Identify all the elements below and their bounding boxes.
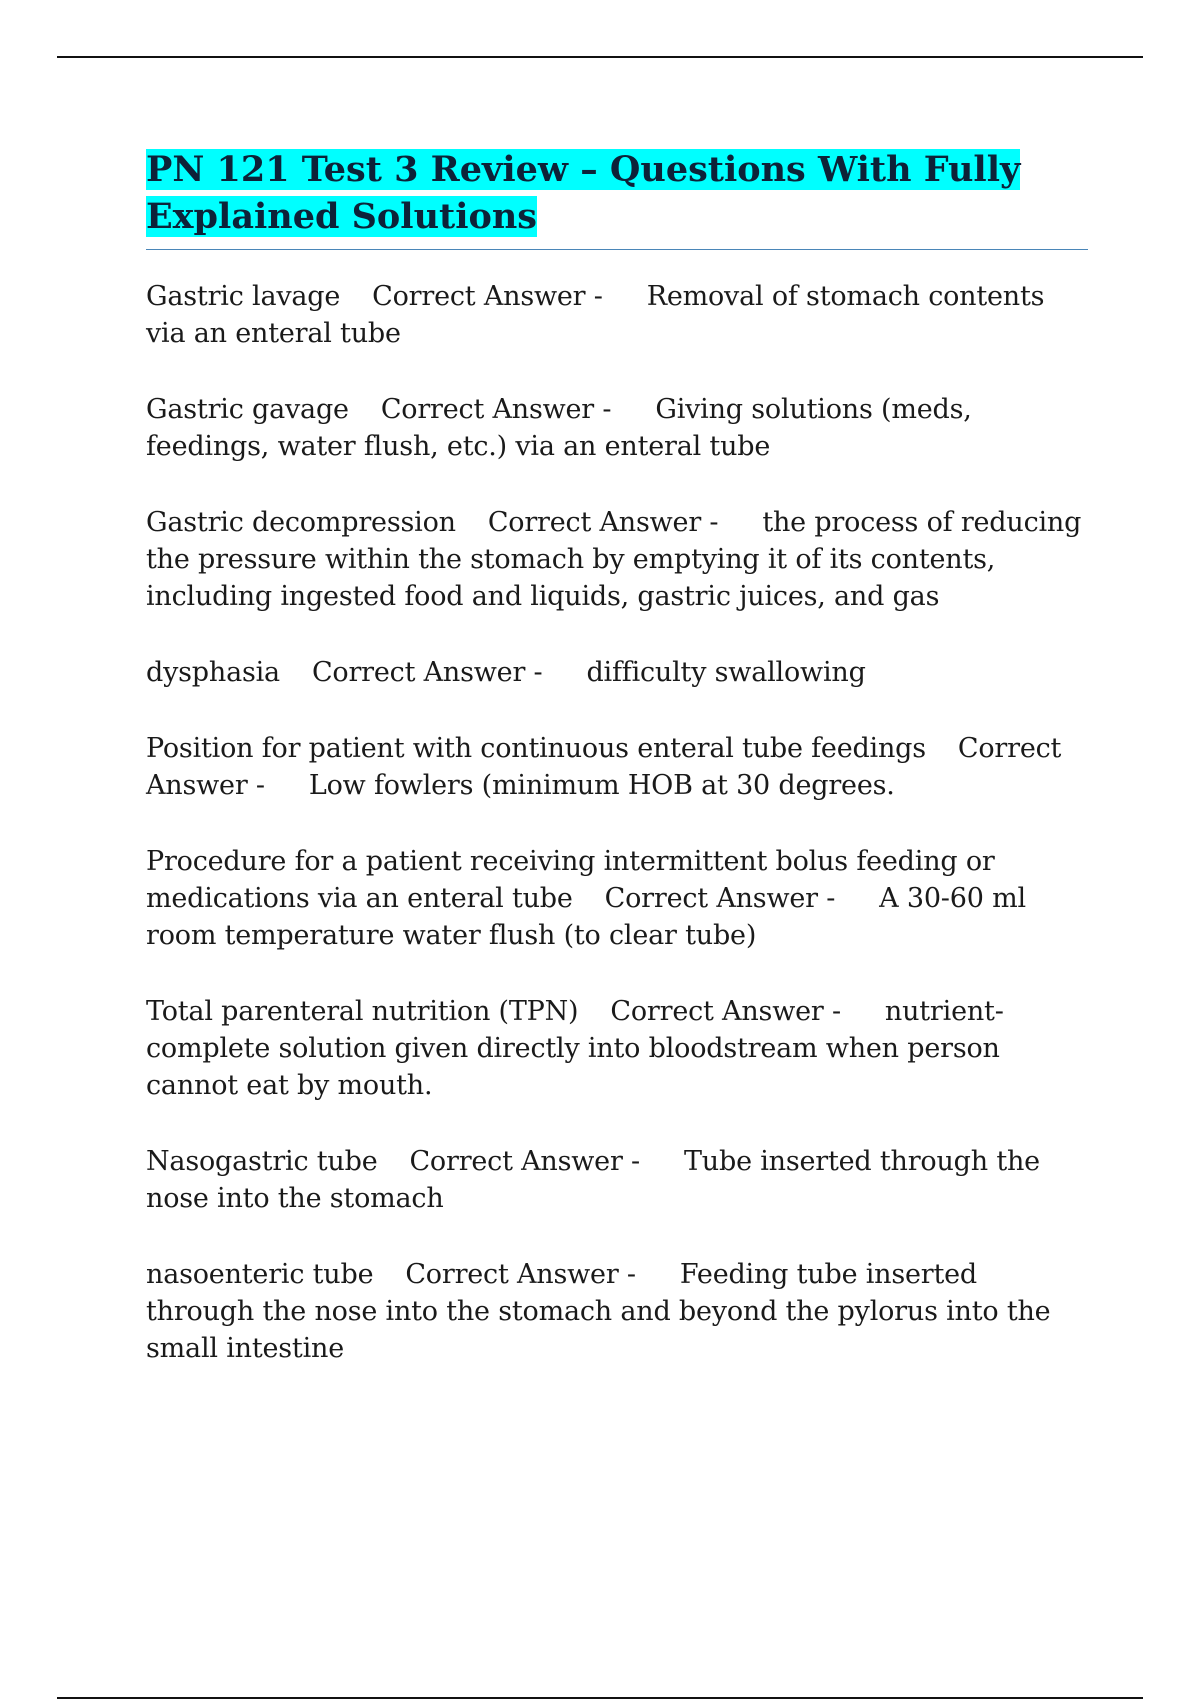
qa-answer: Tube inserted through the nose into the stomach — [146, 1146, 1040, 1214]
qa-answer-label: Correct Answer - — [146, 733, 1062, 801]
qa-answer: difficulty swallowing — [586, 657, 866, 688]
document-title-text: PN 121 Test 3 Review – Questions With Fully Explained Solutions — [146, 149, 1021, 237]
qa-answer: the process of reducing the pressure within the stomach by emptying it of its contents, including ingested food and liquids, gastric juices, and gas — [146, 507, 1082, 612]
qa-answer: Removal of stomach contents via an enteral tube — [146, 281, 1045, 349]
qa-entry — [146, 504, 1088, 615]
qa-entry — [146, 1143, 1088, 1217]
qa-answer: nutrient-complete solution given directly into bloodstream when person cannot eat by mouth. — [146, 996, 1004, 1101]
qa-term: Position for patient with continuous enteral tube feedings — [146, 733, 926, 764]
document-body — [146, 146, 1088, 1406]
qa-entry — [146, 1256, 1088, 1367]
qa-answer: Giving solutions (meds, feedings, water flush, etc.) via an enteral tube — [146, 394, 972, 462]
page-top-rule — [57, 56, 1143, 58]
title-underline — [146, 249, 1088, 250]
qa-entry — [146, 730, 1088, 804]
qa-term: Gastric decompression — [146, 507, 456, 538]
qa-term: dysphasia — [146, 657, 280, 688]
page-bottom-rule — [57, 1697, 1143, 1699]
qa-answer-label: Correct Answer - — [610, 996, 841, 1027]
qa-entry — [146, 278, 1088, 352]
qa-term: Nasogastric tube — [146, 1146, 378, 1177]
qa-entry — [146, 654, 1088, 691]
qa-term: Gastric gavage — [146, 394, 349, 425]
qa-answer: Feeding tube inserted through the nose into the stomach and beyond the pylorus into the small intestine — [146, 1259, 1051, 1364]
document-title — [146, 146, 1088, 240]
qa-answer-label: Correct Answer - — [372, 281, 603, 312]
qa-answer-label: Correct Answer - — [487, 507, 719, 538]
qa-entry — [146, 391, 1088, 465]
qa-answer: A 30-60 ml room temperature water flush (to clear tube) — [146, 883, 1026, 951]
qa-answer-label: Correct Answer - — [311, 657, 543, 688]
qa-answer-label: Correct Answer - — [409, 1146, 640, 1177]
qa-answer-label: Correct Answer - — [405, 1259, 636, 1290]
qa-entry — [146, 993, 1088, 1104]
qa-answer: Low fowlers (minimum HOB at 30 degrees. — [308, 770, 895, 801]
qa-answer-label: Correct Answer - — [380, 394, 612, 425]
qa-list — [146, 278, 1088, 1367]
qa-term: Gastric lavage — [146, 281, 341, 312]
qa-term: Procedure for a patient receiving intermittent bolus feeding or medications via an enteral tube — [146, 846, 995, 914]
qa-answer-label: Correct Answer - — [604, 883, 836, 914]
qa-term: nasoenteric tube — [146, 1259, 374, 1290]
qa-entry — [146, 843, 1088, 954]
qa-term: Total parenteral nutrition (TPN) — [146, 996, 579, 1027]
